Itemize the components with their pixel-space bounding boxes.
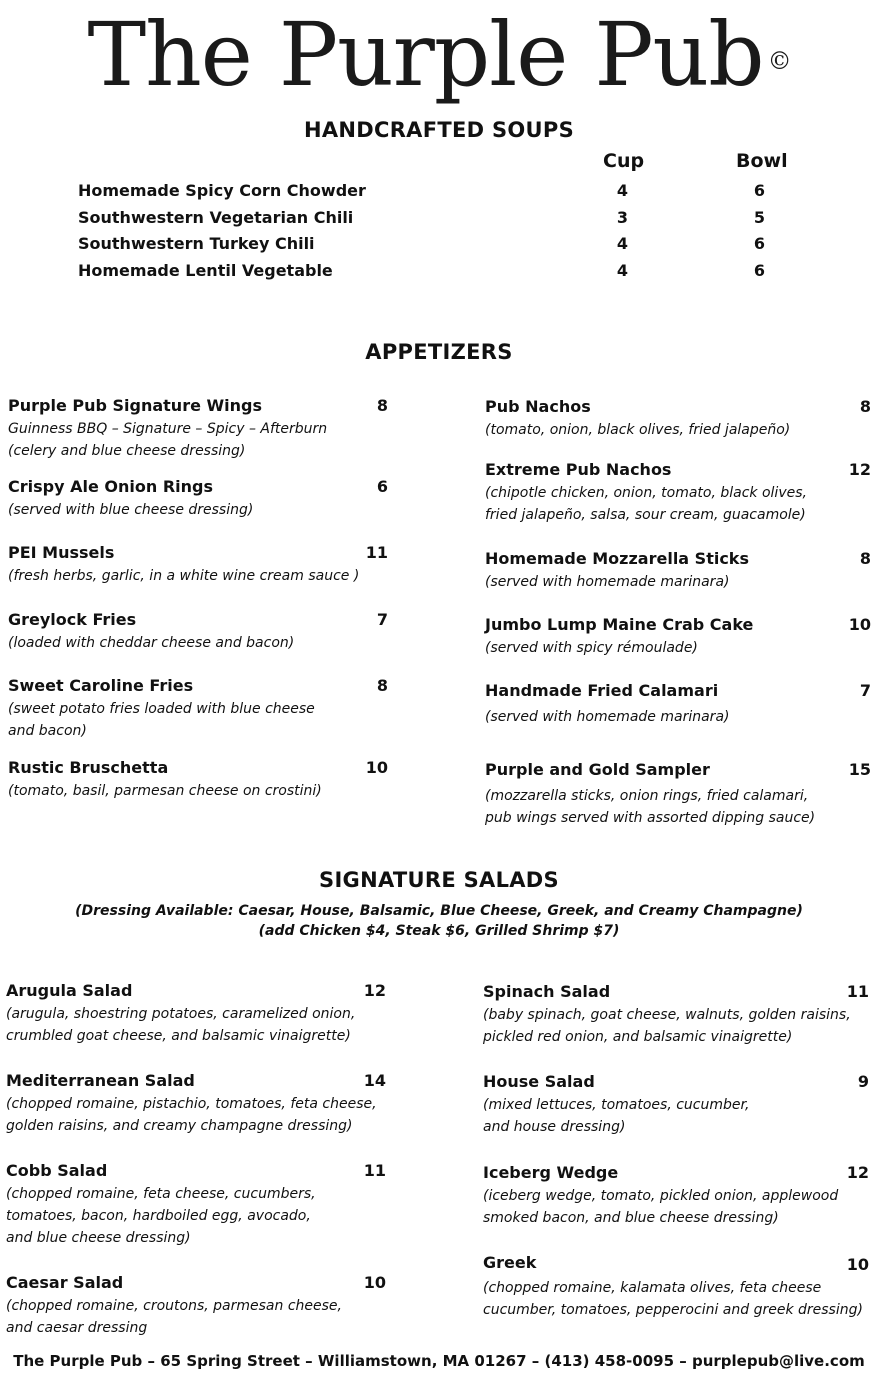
item-description: (chopped romaine, feta cheese, cucumbers, tomatoes, bacon, hardboiled egg, avocado, and blue cheese dressing): [6, 1186, 316, 1246]
soup-cup-price: 4: [616, 261, 629, 280]
item-description: (chopped romaine, croutons, parmesan cheese, and caesar dressing: [6, 1298, 342, 1336]
dressing-note: (Dressing Available: Caesar, House, Balsamic, Blue Cheese, Greek, and Creamy Champagne): [75, 903, 803, 919]
item-description: Guinness BBQ – Signature – Spicy – Afterburn (celery and blue cheese dressing): [8, 421, 328, 459]
soup-name: Southwestern Vegetarian Chili: [78, 208, 354, 227]
item-description: (arugula, shoestring potatoes, caramelized onion, crumbled goat cheese, and balsamic vinaigrette): [6, 1006, 356, 1044]
bowl-column-header: Bowl: [736, 150, 788, 172]
item-name: Sweet Caroline Fries: [8, 676, 194, 695]
item-description: (tomato, onion, black olives, fried jalapeño): [485, 422, 791, 438]
pub-name: The Purple Pub: [87, 3, 764, 106]
item-description: (chipotle chicken, onion, tomato, black olives, fried jalapeño, salsa, sour cream, guacamole): [485, 485, 807, 523]
item-name: Homemade Mozzarella Sticks: [485, 549, 749, 568]
soup-name: Homemade Spicy Corn Chowder: [78, 181, 366, 200]
item-price: 8: [376, 676, 388, 695]
item-description: (sweet potato fries loaded with blue cheese and bacon): [8, 701, 315, 739]
item-description: (chopped romaine, pistachio, tomatoes, feta cheese, golden raisins, and creamy champagne dressing): [6, 1096, 377, 1134]
item-price: 11: [846, 982, 869, 1001]
item-name: Jumbo Lump Maine Crab Cake: [485, 615, 754, 634]
item-price: 10: [365, 758, 388, 777]
soup-bowl-price: 6: [753, 181, 766, 200]
item-name: Greylock Fries: [8, 610, 137, 629]
item-name: PEI Mussels: [8, 543, 115, 562]
item-price: 11: [365, 543, 388, 562]
item-name: House Salad: [483, 1072, 595, 1091]
soup-row: [0, 234, 878, 260]
item-name: Pub Nachos: [485, 397, 591, 416]
soup-bowl-price: 6: [753, 234, 766, 253]
footer-contact: The Purple Pub – 65 Spring Street – Williamstown, MA 01267 – (413) 458-0095 – purplepub@live.com: [13, 1352, 865, 1370]
appetizers-heading: APPETIZERS: [365, 340, 513, 364]
item-description: (fresh herbs, garlic, in a white wine cream sauce ): [8, 568, 360, 584]
item-name: Mediterranean Salad: [6, 1071, 195, 1090]
item-price: 10: [363, 1273, 386, 1292]
soup-cup-price: 4: [616, 234, 629, 253]
add-protein-note: (add Chicken $4, Steak $6, Grilled Shrimp $7): [258, 923, 620, 939]
item-price: 12: [363, 981, 386, 1000]
item-name: Handmade Fried Calamari: [485, 681, 719, 700]
cup-column-header: Cup: [603, 150, 645, 172]
item-description: (mozzarella sticks, onion rings, fried calamari, pub wings served with assorted dipping sauce): [485, 788, 816, 826]
item-price: 10: [848, 615, 871, 634]
item-price: 10: [846, 1255, 869, 1274]
soup-bowl-price: 6: [753, 261, 766, 280]
item-name: Crispy Ale Onion Rings: [8, 477, 213, 496]
soup-row: [0, 208, 878, 234]
item-price: 8: [859, 397, 871, 416]
soup-row: [0, 181, 878, 207]
soup-name: Homemade Lentil Vegetable: [78, 261, 333, 280]
item-price: 15: [848, 760, 871, 779]
item-name: Rustic Bruschetta: [8, 758, 169, 777]
item-description: (mixed lettuces, tomatoes, cucumber, and house dressing): [483, 1097, 750, 1135]
item-price: 6: [376, 477, 388, 496]
soups-heading: HANDCRAFTED SOUPS: [303, 118, 575, 142]
item-name: Caesar Salad: [6, 1273, 124, 1292]
copyright-mark: ©: [767, 47, 791, 75]
item-price: 7: [376, 610, 388, 629]
item-name: Purple and Gold Sampler: [485, 760, 710, 779]
item-price: 7: [859, 681, 871, 700]
item-price: 8: [376, 396, 388, 415]
item-name: Cobb Salad: [6, 1161, 108, 1180]
item-description: (served with spicy rémoulade): [485, 640, 698, 656]
item-price: 12: [846, 1163, 869, 1182]
item-description: (served with homemade marinara): [485, 574, 730, 590]
item-description: (chopped romaine, kalamata olives, feta cheese cucumber, tomatoes, pepperocini and greek dressing): [483, 1280, 863, 1318]
soup-cup-price: 4: [616, 181, 629, 200]
item-description: (baby spinach, goat cheese, walnuts, golden raisins, pickled red onion, and balsamic vinaigrette): [483, 1007, 851, 1045]
soup-bowl-price: 5: [753, 208, 766, 227]
item-name: Arugula Salad: [6, 981, 133, 1000]
item-name: Purple Pub Signature Wings: [8, 396, 263, 415]
soup-cup-price: 3: [616, 208, 629, 227]
item-price: 8: [859, 549, 871, 568]
item-description: (iceberg wedge, tomato, pickled onion, applewood smoked bacon, and blue cheese dressing): [483, 1188, 839, 1226]
item-name: Greek: [483, 1253, 537, 1272]
item-price: 14: [363, 1071, 386, 1090]
page-title: [0, 0, 878, 110]
item-description: (served with blue cheese dressing): [8, 502, 254, 518]
item-description: (tomato, basil, parmesan cheese on crostini): [8, 783, 322, 799]
item-price: 12: [848, 460, 871, 479]
soup-row: [0, 261, 878, 287]
item-description: (served with homemade marinara): [485, 709, 730, 725]
item-name: Extreme Pub Nachos: [485, 460, 672, 479]
item-name: Iceberg Wedge: [483, 1163, 619, 1182]
soup-name: Southwestern Turkey Chili: [78, 234, 315, 253]
item-description: (loaded with cheddar cheese and bacon): [8, 635, 295, 651]
item-name: Spinach Salad: [483, 982, 611, 1001]
item-price: 9: [857, 1072, 869, 1091]
item-price: 11: [363, 1161, 386, 1180]
salads-heading: SIGNATURE SALADS: [319, 868, 559, 892]
